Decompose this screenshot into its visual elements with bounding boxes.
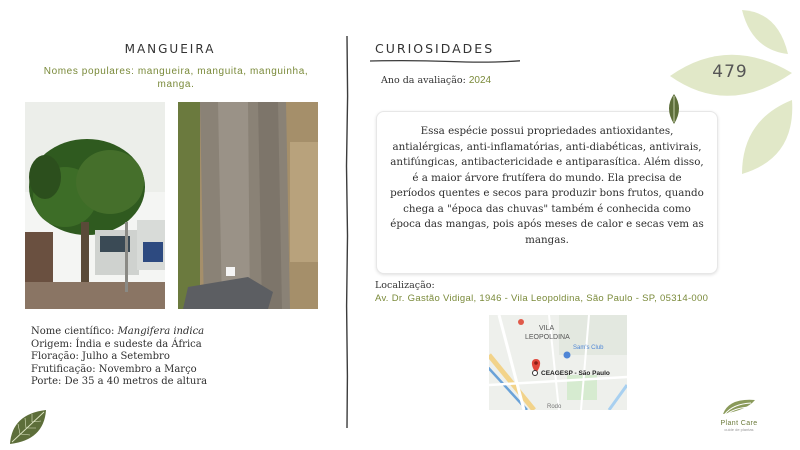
map-place-label: CEAGESP - São Paulo: [541, 370, 610, 377]
scientific-name-label: Nome científico:: [31, 326, 118, 337]
column-divider: [344, 36, 350, 428]
leaf-icon: [738, 98, 794, 176]
species-info: [31, 326, 207, 389]
location-map[interactable]: [489, 315, 627, 410]
popular-names: Nomes populares: mangueira, manguita, manguinha, manga.: [43, 66, 309, 90]
species-title: MANGUEIRA: [124, 42, 216, 56]
flowering: Floração: Julho a Setembro: [31, 351, 170, 362]
tree-size: Porte: De 35 a 40 metros de altura: [31, 376, 208, 387]
location-address: Av. Dr. Gastão Vidigal, 1946 - Vila Leopoldina, São Paulo - SP, 05314-000: [375, 293, 709, 304]
year-label: Ano da avaliação:: [381, 75, 469, 86]
scientific-name: Mangifera indica: [117, 326, 205, 337]
corner-leaf-icon: [8, 408, 48, 446]
brand-tagline: cuide de plantas: [724, 427, 754, 432]
title-underline: [370, 59, 520, 63]
map-district-line1: VILA: [539, 325, 555, 332]
species-number-badge: 479: [712, 62, 748, 82]
brand-logo: [704, 396, 774, 432]
evaluation-year: [381, 75, 491, 86]
curiosities-title: CURIOSIDADES: [375, 41, 495, 56]
fruiting: Frutificação: Novembro a Março: [31, 363, 197, 375]
trunk-photo: [178, 102, 318, 309]
year-value: 2024: [468, 75, 492, 86]
location-label: Localização:: [375, 280, 435, 291]
scientific-name-row: [31, 326, 207, 339]
curiosity-card: Essa espécie possui propriedades antioxidantes, antialérgicas, anti-inflamatórias, anti-diabéticas, antivirais, antifúngicas, antibactericidade e antiparasítica. Além disso, é a maior árvore frutífera do mundo. Ela precisa de períodos quentes e secos para produzir bons frutos, quando chega a "época das chuvas" também é conhecida como época das mangas, pois após meses de calor e secas vem as mangas.: [376, 111, 718, 274]
map-street-label: Rodo: [547, 404, 562, 410]
map-store-label: Sam's Club: [573, 345, 604, 351]
plant-care-logo-icon: [719, 396, 759, 416]
brand-name: Plant Care: [720, 420, 758, 427]
map-district-line2: LEOPOLDINA: [525, 334, 570, 341]
tree-photo: [25, 102, 165, 309]
small-leaf-icon: [666, 94, 682, 124]
origin: Origem: Índia e sudeste da África: [31, 338, 202, 350]
